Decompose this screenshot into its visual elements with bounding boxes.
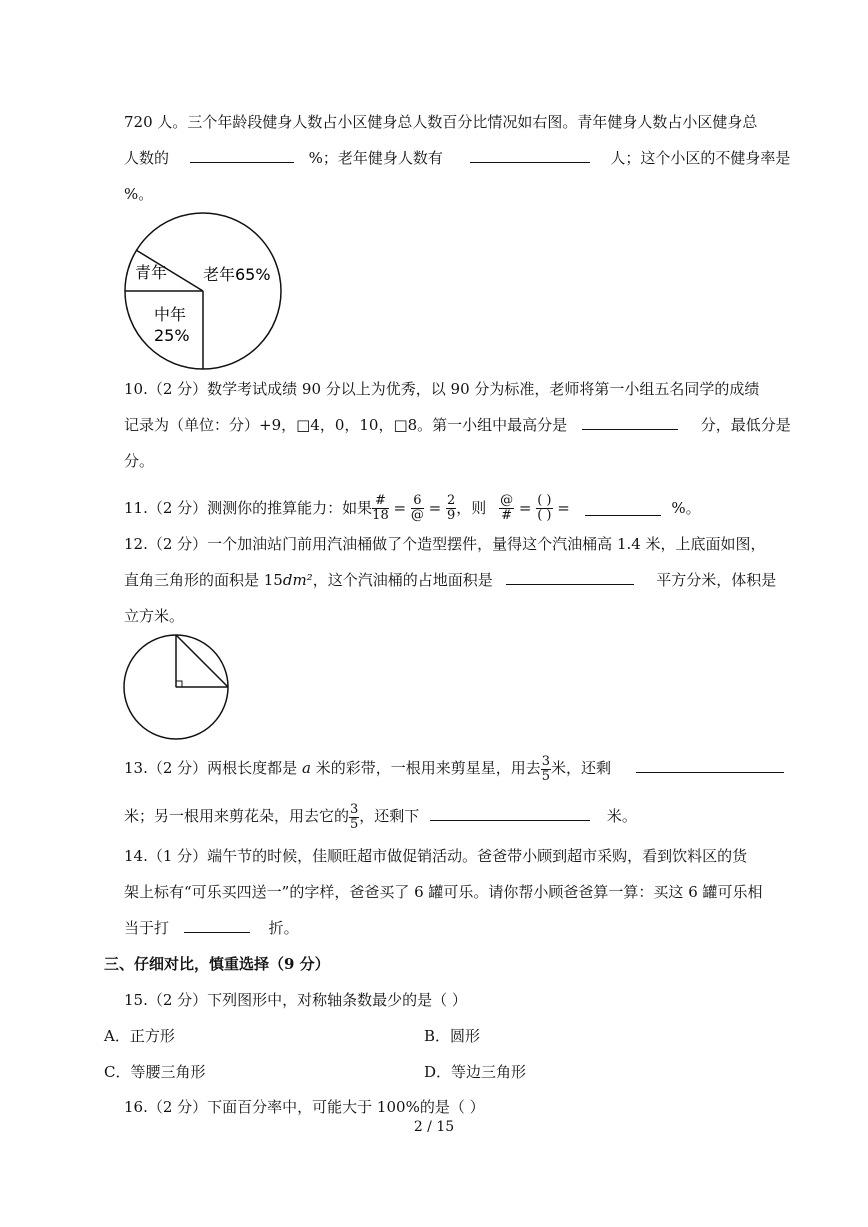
q11-suffix: %。 bbox=[671, 499, 701, 517]
pie-label-elder: 老年65% bbox=[203, 265, 271, 284]
q14-line1: 14.（1 分）端午节的时候，佳顺旺超市做促销活动。爸爸带小顾到超市采购，看到饮料区的货 bbox=[124, 847, 748, 865]
pie-label-youth: 青年 bbox=[135, 263, 168, 282]
q10-blank-highest[interactable] bbox=[582, 415, 678, 430]
q11-eq-2: = bbox=[428, 499, 442, 517]
q11-fraction-4: $\frac{@}{\#}$ bbox=[500, 492, 514, 523]
q13-blank-remaining-1[interactable] bbox=[636, 758, 784, 773]
q9-pie-chart bbox=[120, 210, 290, 380]
q9-line1: 720 人。三个年龄段健身人数占小区健身总人数百分比情况如右图。青年健身人数占小区健身总 bbox=[124, 113, 758, 131]
q9-line3: %。 bbox=[124, 185, 154, 203]
q10-text-a: 记录为（单位：分）+9，□4，0，10，□8。第一小组中最高分是 bbox=[124, 416, 568, 434]
q11-then: ，则 bbox=[456, 499, 487, 517]
q9-line2 bbox=[124, 148, 790, 168]
q11-eq-1: = bbox=[393, 499, 407, 517]
q14-line3 bbox=[124, 918, 299, 938]
q15-option-b[interactable]: B．圆形 bbox=[424, 1027, 481, 1045]
q10-line2 bbox=[124, 415, 791, 435]
page-number: 2 / 15 bbox=[413, 1119, 455, 1135]
q9-text-b: %；老年健身人数有 bbox=[308, 149, 443, 167]
q15-option-d[interactable]: D．等边三角形 bbox=[424, 1063, 527, 1081]
q11-eq-4: = bbox=[557, 499, 570, 517]
section-3-title: 三、仔细对比，慎重选择（9 分） bbox=[104, 955, 330, 973]
q15-stem: 15.（2 分）下列图形中，对称轴条数最少的是（ ） bbox=[124, 991, 467, 1009]
q13-line1 bbox=[124, 748, 784, 788]
q11-fraction-2: $\frac{6}{@}$ bbox=[410, 492, 424, 523]
q13-fraction-2: $\frac{3}{5}$ bbox=[350, 801, 359, 832]
q11-fraction-5: $\frac{( )}{( )}$ bbox=[537, 492, 552, 523]
q11-blank-percent[interactable] bbox=[585, 501, 661, 516]
q11-eq-3: = bbox=[518, 499, 532, 517]
q12-line1: 12.（2 分）一个加油站门前用汽油桶做了个造型摆件，量得这个汽油桶高 1.4 米，上底面如图， bbox=[124, 535, 766, 553]
q13-text-f: 米。 bbox=[606, 807, 637, 825]
q12-blank-area[interactable] bbox=[506, 570, 634, 585]
q16-stem: 16.（2 分）下面百分率中，可能大于 100%的是（ ） bbox=[124, 1098, 485, 1116]
q10-line3: 分。 bbox=[124, 452, 155, 470]
q13-text-b: 米的彩带，一根用来剪星星，用去 bbox=[315, 759, 541, 777]
q10-line1: 10.（2 分）数学考试成绩 90 分以上为优秀，以 90 分为标准，老师将第一小组五名同学的成绩 bbox=[124, 380, 760, 398]
pie-label-middle-pct: 25% bbox=[154, 326, 190, 345]
q13-text-a: 13.（2 分）两根长度都是 bbox=[124, 759, 298, 777]
q12-unit: dm² bbox=[282, 571, 313, 589]
q14-text-a: 当于打 bbox=[124, 919, 170, 937]
q13-fraction-1: $\frac{3}{5}$ bbox=[541, 753, 550, 784]
q14-text-b: 折。 bbox=[268, 919, 299, 937]
q10-text-b: 分，最低分是 bbox=[700, 416, 791, 434]
q15-option-a[interactable]: A．正方形 bbox=[104, 1027, 175, 1045]
q13-var-a: a bbox=[301, 759, 311, 777]
q12-line3: 立方米。 bbox=[124, 607, 185, 625]
q11-prefix: 11.（2 分）测测你的推算能力：如果 bbox=[124, 499, 373, 517]
q9-text-c: 人；这个小区的不健身率是 bbox=[610, 149, 791, 167]
q11-line bbox=[124, 487, 701, 528]
q12-text-a: 直角三角形的面积是 15 bbox=[124, 571, 283, 589]
q11-fraction-1: $\frac{\#}{18}$ bbox=[372, 492, 389, 523]
q12-line2 bbox=[124, 570, 776, 590]
q13-line2 bbox=[124, 796, 637, 836]
q9-blank-youth-percent[interactable] bbox=[190, 148, 294, 163]
q12-circle-diagram bbox=[120, 634, 230, 744]
q11-fraction-3: $\frac{2}{9}$ bbox=[447, 492, 456, 523]
q13-text-c: 米，还剩 bbox=[550, 759, 611, 777]
q14-blank-discount[interactable] bbox=[184, 918, 250, 933]
q12-text-b: ，这个汽油桶的占地面积是 bbox=[312, 571, 493, 589]
pie-label-middle: 中年 bbox=[154, 305, 187, 324]
q9-blank-elder-count[interactable] bbox=[470, 148, 590, 163]
q13-text-d: 米；另一根用来剪花朵，用去它的 bbox=[124, 807, 350, 825]
q13-blank-remaining-2[interactable] bbox=[430, 806, 590, 821]
q12-text-c: 平方分米，体积是 bbox=[656, 571, 777, 589]
q15-option-c[interactable]: C．等腰三角形 bbox=[104, 1063, 206, 1081]
q13-text-e: ，还剩下 bbox=[359, 807, 420, 825]
q9-text-a: 人数的 bbox=[124, 149, 170, 167]
q14-line2: 架上标有“可乐买四送一”的字样，爸爸买了 6 罐可乐。请你帮小顾爸爸算一算：买这 6 罐可乐相 bbox=[124, 883, 763, 901]
